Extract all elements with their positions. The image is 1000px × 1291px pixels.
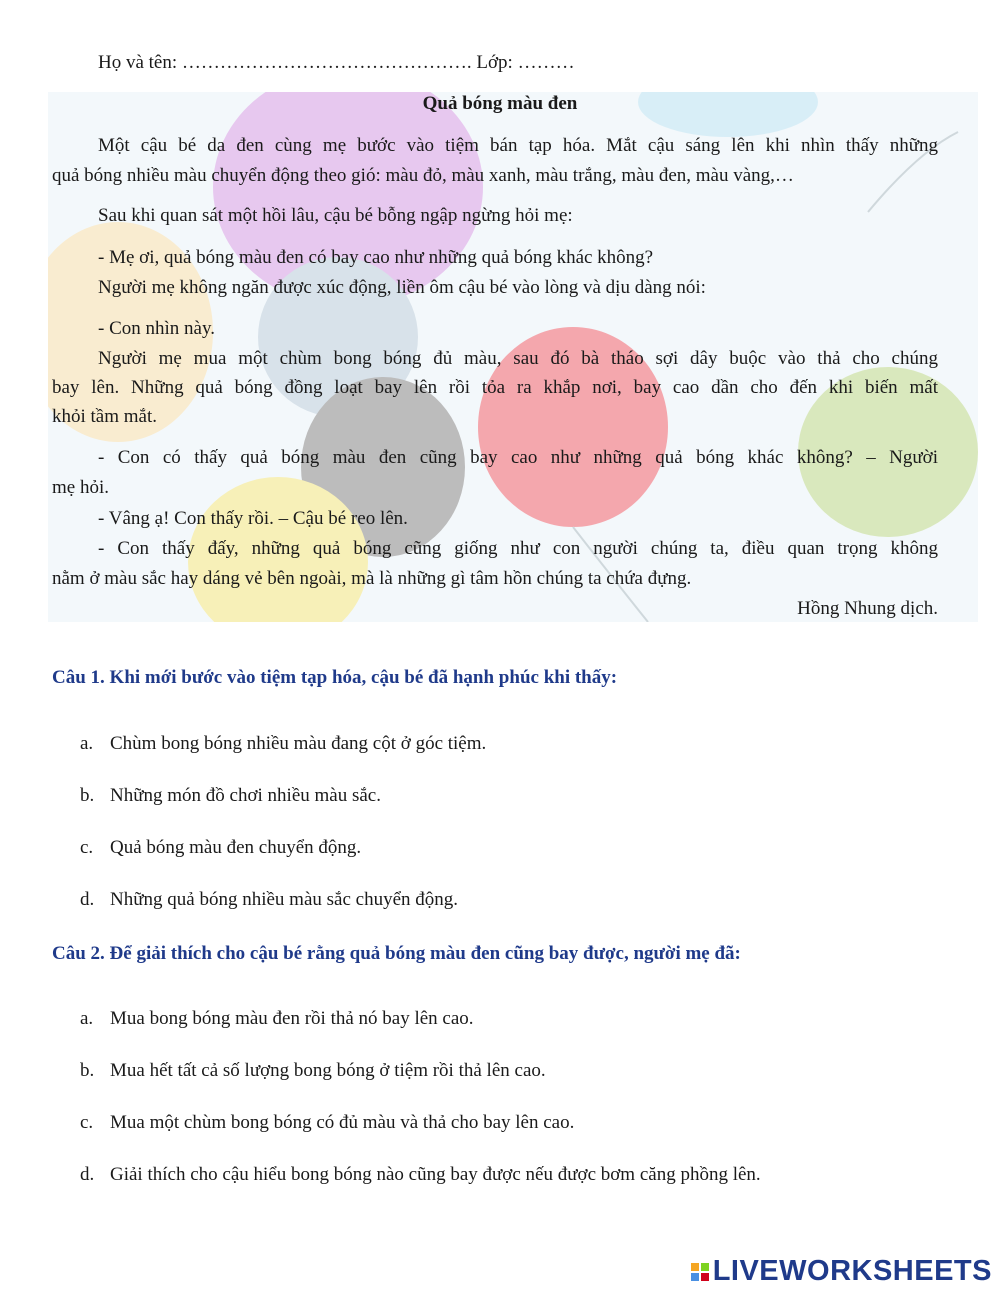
option-text: Mua bong bóng màu đen rồi thả nó bay lên cao. <box>110 1008 474 1029</box>
option-text: Mua một chùm bong bóng có đủ màu và thả cho bay lên cao. <box>110 1112 575 1133</box>
option-label: c. <box>80 1112 94 1133</box>
option-label: b. <box>80 1060 95 1081</box>
question-1-option-a[interactable] <box>80 733 486 755</box>
story-paragraph-6-line-2: bay lên. Những quả bóng đồng loạt bay lên rồi tỏa ra khắp nơi, bay cao dần cho đến khi biến mất <box>52 377 938 398</box>
story-paragraph-9-line-1: - Con thấy đấy, những quả bóng cũng giống như con người chúng ta, điều quan trọng không <box>98 538 938 559</box>
option-label: b. <box>80 785 95 806</box>
logo-text: LIVEWORKSHEETS <box>712 1255 992 1287</box>
story-paragraph-4: Người mẹ không ngăn được xúc động, liền ôm cậu bé vào lòng và dịu dàng nói: <box>98 277 706 298</box>
name-class-line: Họ và tên: ………………………………………. Lớp: ……… <box>98 52 575 73</box>
option-label: a. <box>80 1008 94 1029</box>
liveworksheets-logo <box>691 1255 992 1288</box>
option-text: Chùm bong bóng nhiều màu đang cột ở góc tiệm. <box>110 733 487 754</box>
option-label: a. <box>80 733 94 754</box>
question-2-option-c[interactable] <box>80 1112 574 1134</box>
story-paragraph-7-line-2: mẹ hỏi. <box>52 477 109 498</box>
question-1-option-d[interactable] <box>80 889 458 911</box>
question-2-option-d[interactable] <box>80 1164 761 1186</box>
question-2-option-a[interactable] <box>80 1008 474 1030</box>
option-text: Những quả bóng nhiều màu sắc chuyển động. <box>110 889 459 910</box>
question-1-option-c[interactable] <box>80 837 361 859</box>
story-title: Quả bóng màu đen <box>422 93 578 114</box>
option-text: Giải thích cho cậu hiểu bong bóng nào cũng bay được nếu được bơm căng phồng lên. <box>110 1164 761 1185</box>
story-paragraph-3: - Mẹ ơi, quả bóng màu đen có bay cao như những quả bóng khác không? <box>98 247 654 268</box>
option-label: c. <box>80 837 94 858</box>
logo-blocks-icon <box>691 1263 709 1281</box>
story-paragraph-9-line-2: nằm ở màu sắc hay dáng vẻ bên ngoài, mà là những gì tâm hồn chúng ta chứa đựng. <box>52 568 692 589</box>
option-text: Những món đồ chơi nhiều màu sắc. <box>110 785 381 806</box>
option-text: Mua hết tất cả số lượng bong bóng ở tiệm rồi thả lên cao. <box>110 1060 546 1081</box>
story-paragraph-1-line-1: Một cậu bé da đen cùng mẹ bước vào tiệm bán tạp hóa. Mắt cậu sáng lên khi nhìn thấy những <box>98 135 938 156</box>
story-paragraph-1-line-2: quả bóng nhiều màu chuyển động theo gió: màu đỏ, màu xanh, màu trắng, màu đen, màu vàng,… <box>52 165 794 186</box>
option-text: Quả bóng màu đen chuyển động. <box>110 837 362 858</box>
question-1-option-b[interactable] <box>80 785 381 807</box>
option-label: d. <box>80 1164 95 1185</box>
question-2: Câu 2. Để giải thích cho cậu bé rằng quả bóng màu đen cũng bay được, người mẹ đã: <box>52 943 741 964</box>
question-2-option-b[interactable] <box>80 1060 546 1082</box>
story-paragraph-7-line-1: - Con có thấy quả bóng màu đen cũng bay cao như những quả bóng khác không? – Người <box>98 447 938 468</box>
story-paragraph-5: - Con nhìn này. <box>98 318 215 339</box>
story-paragraph-6-line-1: Người mẹ mua một chùm bong bóng đủ màu, sau đó bà tháo sợi dây buộc vào thả cho chúng <box>98 348 938 369</box>
question-1: Câu 1. Khi mới bước vào tiệm tạp hóa, cậu bé đã hạnh phúc khi thấy: <box>52 667 618 688</box>
story-paragraph-2: Sau khi quan sát một hồi lâu, cậu bé bỗng ngập ngừng hỏi mẹ: <box>98 205 573 226</box>
story-credit: Hồng Nhung dịch. <box>797 598 938 619</box>
option-label: d. <box>80 889 95 910</box>
story-paragraph-8: - Vâng ạ! Con thấy rồi. – Cậu bé reo lên. <box>98 508 408 529</box>
story-paragraph-6-line-3: khỏi tầm mắt. <box>52 406 158 427</box>
